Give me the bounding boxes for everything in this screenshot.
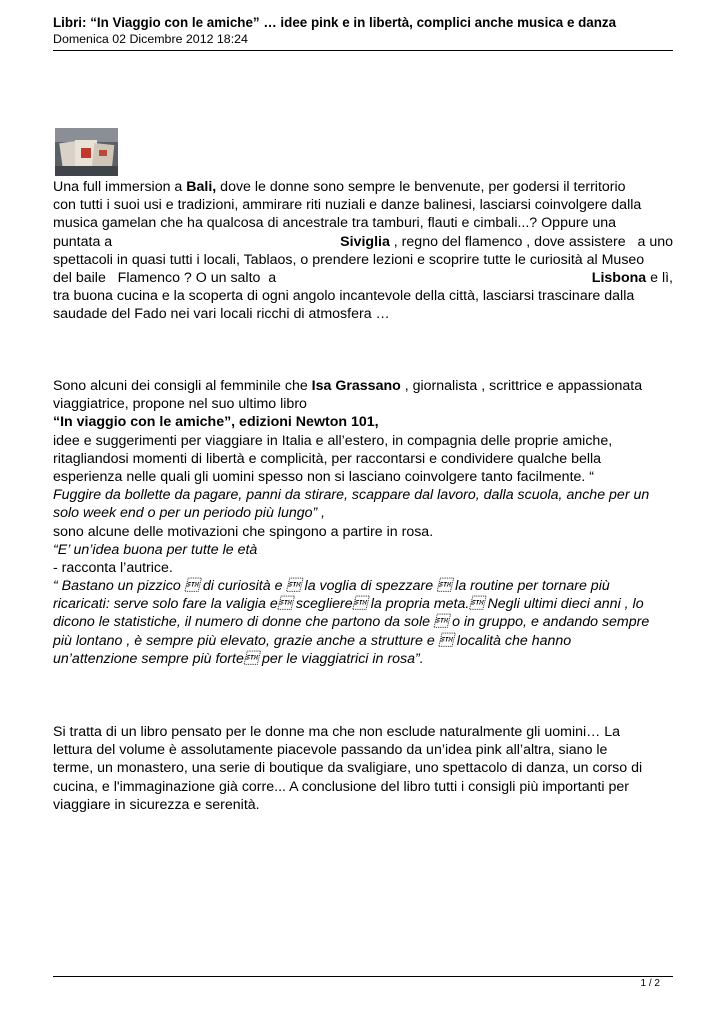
text-fragment: e lì, bbox=[646, 269, 673, 286]
text-fragment: Una full immersion a bbox=[53, 179, 187, 195]
text-fragment: , regno del flamenco , dove assistere a uno bbox=[389, 233, 673, 250]
footer-divider bbox=[53, 976, 673, 977]
paragraph-conclusion bbox=[53, 723, 673, 814]
destination-siviglia: Siviglia bbox=[340, 233, 390, 250]
paragraph-book bbox=[53, 377, 673, 668]
text-line: viaggiare in sicurezza e serenità. bbox=[53, 796, 260, 813]
quote-line: “ Bastano un pizzico  di curiosità e  la voglia di spezzare  la routine per tornare più bbox=[53, 578, 610, 595]
text-line: cucina, e l'immaginazione già corre... A conclusione del libro tutti i consigli più importanti per bbox=[53, 778, 630, 795]
text-line: idee e suggerimenti per viaggiare in Italia e all’estero, in compagnia delle proprie amiche, bbox=[53, 432, 613, 449]
quote-line: “E’ un’idea buona per tutte le età bbox=[53, 541, 258, 558]
text-line: con tutti i suoi usi e tradizioni, ammirare riti nuziali e danze balinesi, lasciarsi coinvolgere dalla bbox=[53, 197, 642, 214]
text-fragment: puntata a bbox=[53, 233, 113, 250]
text-line: tra buona cucina e la scoperta di ogni angolo incantevole della città, lasciarsi trascinare dalla bbox=[53, 288, 635, 305]
text-line: saudade del Fado nei vari locali ricchi di atmosfera … bbox=[53, 306, 390, 323]
text-line: - racconta l’autrice. bbox=[53, 559, 173, 576]
destination-bali: Bali, bbox=[186, 179, 217, 195]
text-line bbox=[53, 377, 673, 395]
destination-lisbona: Lisbona bbox=[591, 269, 647, 286]
page-header bbox=[53, 14, 673, 47]
page-number: 1 / 2 bbox=[640, 978, 660, 989]
quote-line: più lontano , è sempre più elevato, grazie anche a strutture e  località che hanno bbox=[53, 632, 572, 649]
quote-line: un’attenzione sempre più forte per le viaggiatrici in rosa”. bbox=[53, 650, 424, 667]
book-title-text: “In viaggio con le amiche”, edizioni Newton 101, bbox=[53, 414, 379, 431]
text-line: viaggiatrice, propone nel suo ultimo libro bbox=[53, 396, 307, 413]
text-line: spettacoli in quasi tutti i locali, Tablaos, o prendere lezioni e scoprire tutte le curiosità al Museo bbox=[53, 251, 645, 268]
text-line: lettura del volume è assolutamente piacevole passando da un’idea pink all’altra, siano le bbox=[53, 742, 608, 759]
text-fragment: dove le donne sono sempre le benvenute, per godersi il territorio bbox=[216, 179, 626, 195]
quote-line: solo week end o per un periodo più lungo” , bbox=[53, 505, 326, 522]
quote-line: dicono le statistiche, il numero di donne che partono da sole  o in gruppo, e andando sempre bbox=[53, 614, 650, 631]
text-fragment: Sono alcuni dei consigli al femminile che bbox=[53, 378, 312, 394]
author-name: Isa Grassano bbox=[311, 378, 401, 394]
text-line: sono alcune delle motivazioni che spingono a partire in rosa. bbox=[53, 523, 434, 540]
text-line: esperienza nelle quali gli uomini spesso non si lasciano coinvolgere tanto facilmente. “ bbox=[53, 468, 595, 485]
text-fragment: del baile Flamenco ? O un salto a bbox=[53, 269, 277, 286]
text-line: terme, un monastero, una serie di boutique da svaligiare, uno spettacolo di danza, un corso di bbox=[53, 760, 643, 777]
text-line: Si tratta di un libro pensato per le donne ma che non esclude naturalmente gli uomini… La bbox=[53, 724, 621, 740]
text-line bbox=[53, 233, 673, 251]
article-title: Libri: “In Viaggio con le amiche” … idee pink e in libertà, complici anche musica e danza bbox=[53, 15, 617, 30]
header-divider bbox=[53, 50, 673, 51]
book-cover-image bbox=[55, 128, 118, 176]
quote-line: ricaricati: serve solo fare la valigia e scegliere la propria meta. Negli ultimi dieci anni , lo bbox=[53, 596, 644, 613]
text-line bbox=[53, 269, 673, 287]
text-line: ritagliandosi momenti di libertà e complicità, per raccontarsi e condividere qualche bella bbox=[53, 450, 602, 467]
quote-line: Fuggire da bollette da pagare, panni da stirare, scappare dal lavoro, dalla scuola, anche per un bbox=[53, 487, 650, 504]
article-date: Domenica 02 Dicembre 2012 18:24 bbox=[53, 32, 248, 46]
text-fragment: , giornalista , scrittrice e appassionata bbox=[400, 378, 643, 394]
text-line bbox=[53, 178, 673, 196]
book-title bbox=[53, 413, 673, 431]
text-line: musica gamelan che ha qualcosa di ancestrale tra tamburi, flauti e cimbali...? Oppure una bbox=[53, 215, 617, 232]
paragraph-intro bbox=[53, 178, 673, 324]
